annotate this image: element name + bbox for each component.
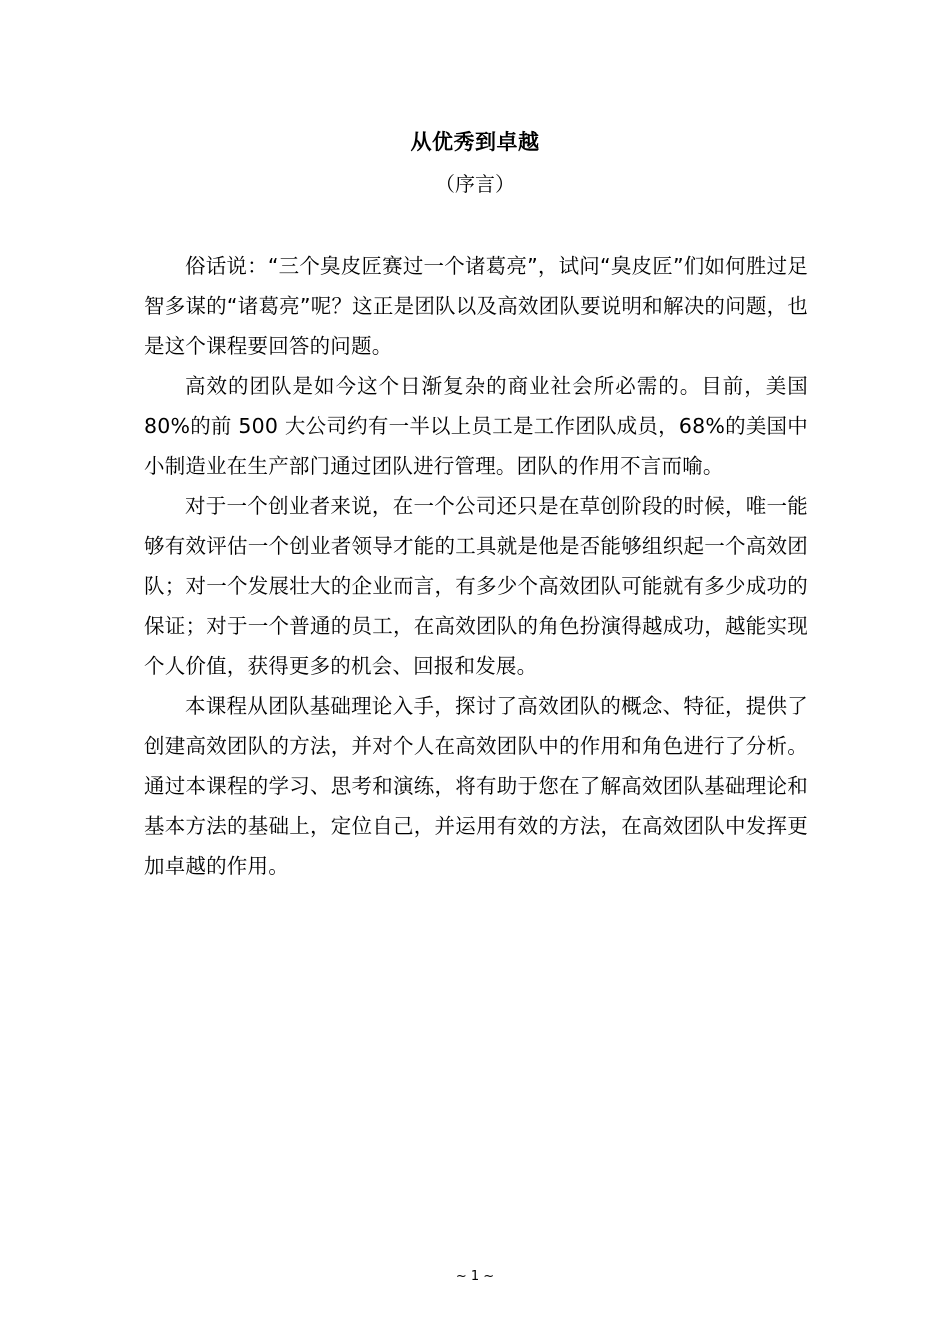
paragraph-team-necessity: 高效的团队是如今这个日渐复杂的商业社会所必需的。目前，美国 80%的前 500 大公司约有一半以上员工是工作团队成员，68%的美国中小制造业在生产部门通过团队进行管理。团队的作用不言而喻。 [144, 374, 808, 478]
body-text [144, 246, 808, 886]
page-title: 从优秀到卓越 [410, 130, 540, 154]
page-number: ~ 1 ~ [455, 1269, 495, 1284]
page-subtitle: （序言） [435, 172, 515, 196]
paragraph-course-overview: 本课程从团队基础理论入手，探讨了高效团队的概念、特征，提供了创建高效团队的方法，并对个人在高效团队中的作用和角色进行了分析。通过本课程的学习、思考和演练，将有助于您在了解高效团队基础理论和基本方法的基础上，定位自己，并运用有效的方法，在高效团队中发挥更加卓越的作用。 [144, 694, 808, 878]
paragraph-proverb: 俗话说：“三个臭皮匠赛过一个诸葛亮”，试问“臭皮匠”们如何胜过足智多谋的“诸葛亮”呢？这正是团队以及高效团队要说明和解决的问题，也是这个课程要回答的问题。 [144, 254, 808, 358]
paragraph-entrepreneur: 对于一个创业者来说，在一个公司还只是在草创阶段的时候，唯一能够有效评估一个创业者领导才能的工具就是他是否能够组织起一个高效团队；对一个发展壮大的企业而言，有多少个高效团队可能就有多少成功的保证；对于一个普通的员工，在高效团队的角色扮演得越成功，越能实现个人价值，获得更多的机会、回报和发展。 [144, 494, 808, 678]
